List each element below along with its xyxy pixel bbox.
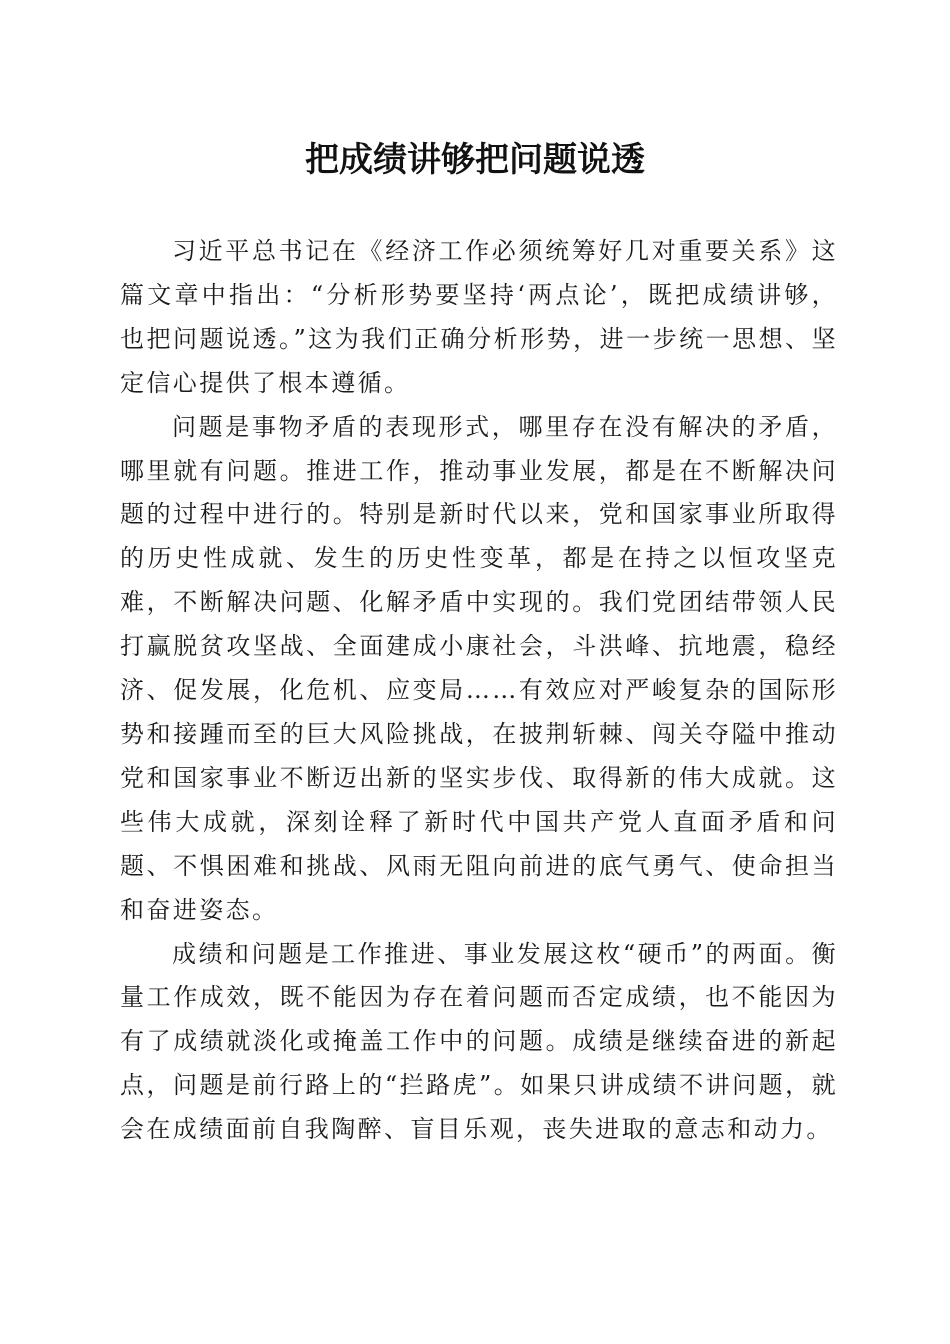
paragraph: 成绩和问题是工作推进、事业发展这枚“硬币”的两面。衡量工作成效，既不能因为存在着问题而否定成绩，也不能因为有了成绩就淡化或掩盖工作中的问题。成绩是继续奋进的新起点，问题是前行路上的“拦路虎”。如果只讲成绩不讲问题，就会在成绩面前自我陶醉、盲目乐观，丧失进取的意志和动力。 bbox=[120, 939, 838, 1144]
document-title: 把成绩讲够把问题说透 bbox=[305, 140, 645, 180]
paragraph: 问题是事物矛盾的表现形式，哪里存在没有解决的矛盾，哪里就有问题。推进工作，推动事业发展，都是在不断解决问题的过程中进行的。特别是新时代以来，党和国家事业所取得的历史性成就、发生的历史性变革，都是在持之以恒攻坚克难，不断解决问题、化解矛盾中实现的。我们党团结带领人民打赢脱贫攻坚战、全面建成小康社会，斗洪峰、抗地震，稳经济、促发展，化危机、应变局……有效应对严峻复杂的国际形势和接踵而至的巨大风险挑战，在披荆斩棘、闯关夺隘中推动党和国家事业不断迈出新的坚实步伐、取得新的伟大成就。这些伟大成就，深刻诠释了新时代中国共产党人直面矛盾和问题、不惧困难和挑战、风雨无阻向前进的底气勇气、使命担当和奋进姿态。 bbox=[120, 412, 838, 924]
paragraph: 习近平总书记在《经济工作必须统筹好几对重要关系》这篇文章中指出：“分析形势要坚持‘两点论’，既把成绩讲够，也把问题说透。”这为我们正确分析形势，进一步统一思想、坚定信心提供了根本遵循。 bbox=[120, 237, 838, 397]
document-body bbox=[120, 230, 838, 1152]
